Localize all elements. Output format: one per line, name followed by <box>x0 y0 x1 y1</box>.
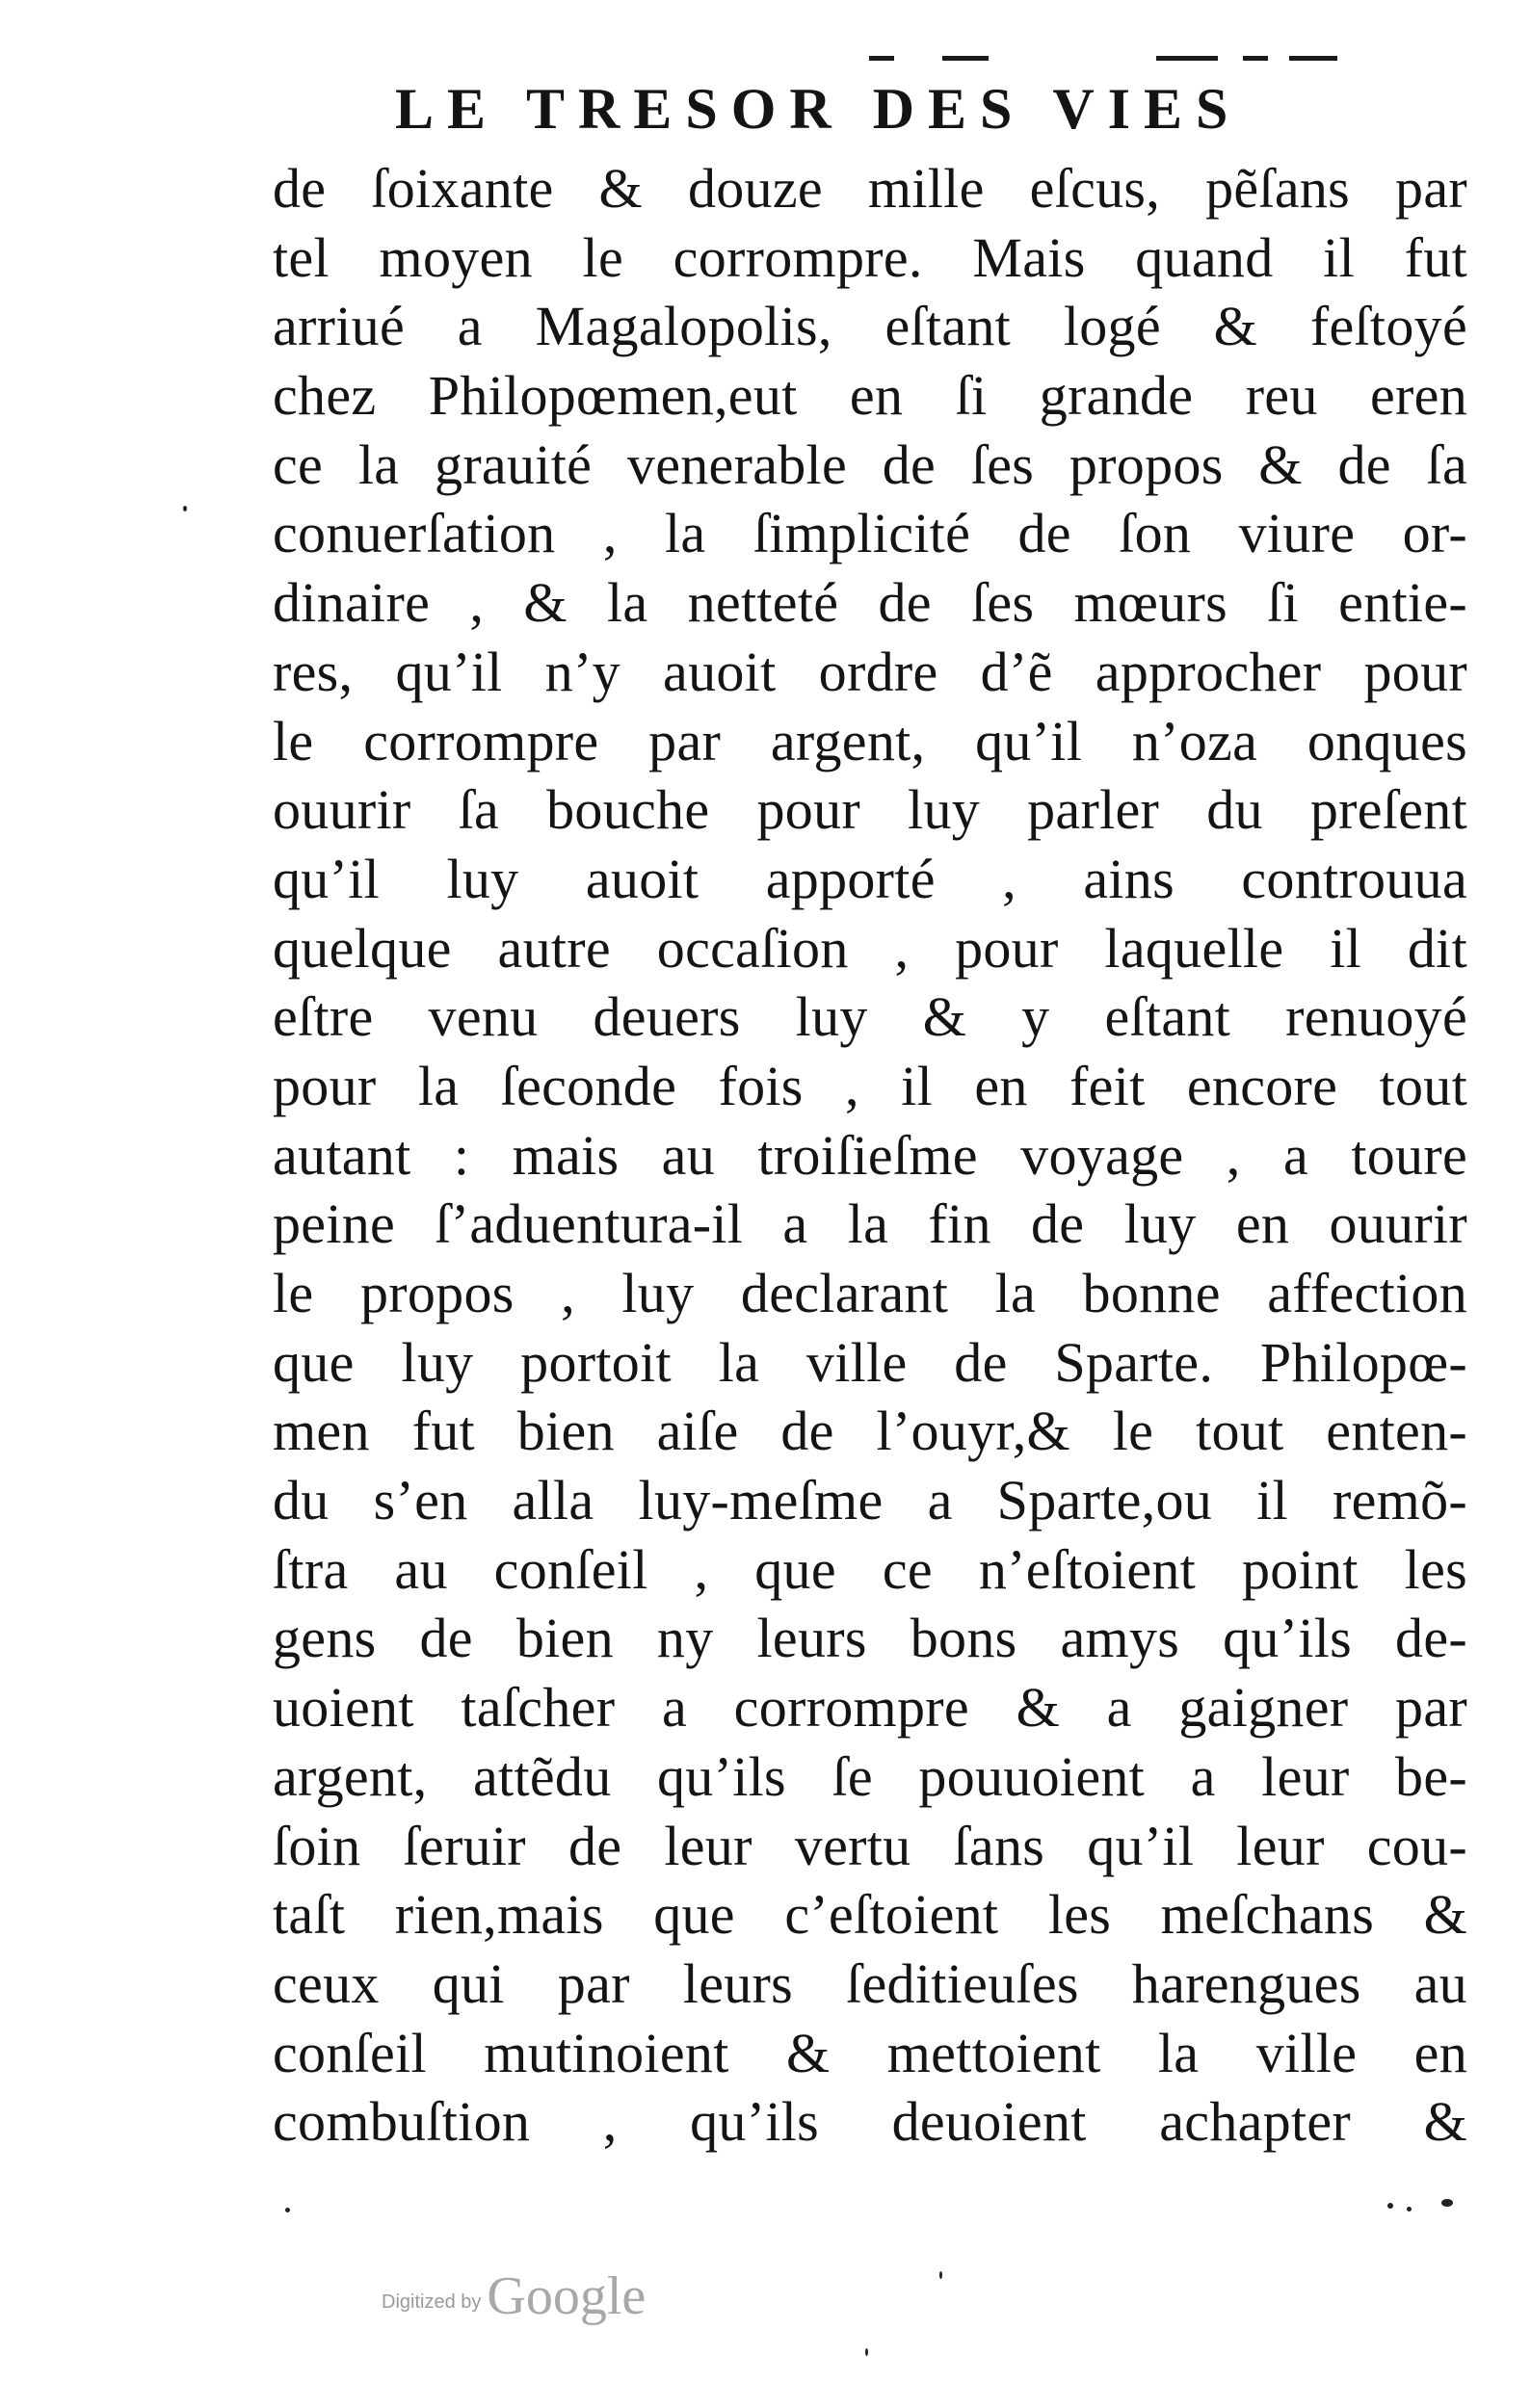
head-rule-mark <box>1289 56 1337 61</box>
digitized-watermark <box>382 2265 646 2327</box>
text-line: tel moyen le corrompre. Mais quand il fut <box>273 225 1467 289</box>
text-line: le propos , luy declarant la bonne affection <box>273 1262 1467 1324</box>
text-line: ſoin ſeruir de leur vertu ſans qu’il leur cou- <box>273 1814 1467 1877</box>
scan-speck <box>865 2348 868 2356</box>
text-line: ouurir ſa bouche pour luy parler du preſent <box>273 778 1467 842</box>
head-rule-mark <box>869 56 894 61</box>
scan-speck <box>939 2271 942 2279</box>
scan-speck <box>1407 2207 1412 2212</box>
text-line: pour la ſeconde fois , il en feit encore tout <box>273 1054 1467 1117</box>
text-line: dinaire , & la netteté de ſes mœurs ſi entie- <box>273 571 1467 635</box>
running-head: LE TRESOR DES VIES <box>395 77 1242 141</box>
text-line: argent, attẽdu qu’ils ſe pouuoient a leur be- <box>273 1744 1467 1808</box>
text-line: autant : mais au troiſieſme voyage , a toure <box>273 1123 1467 1187</box>
head-rule-mark <box>942 56 989 61</box>
text-line: quelque autre occaſion , pour laquelle il dit <box>273 916 1467 980</box>
text-line: uoient taſcher a corrompre & a gaigner par <box>273 1676 1467 1740</box>
google-logo: Google <box>487 2266 647 2326</box>
text-line: men fut bien aiſe de l’ouyr,& le tout enten- <box>273 1400 1467 1463</box>
text-line: ſtra au conſeil , que ce n’eſtoient point les <box>273 1537 1467 1601</box>
scan-speck <box>1441 2199 1453 2207</box>
head-rule-mark <box>1156 56 1218 61</box>
text-line: que luy portoit la ville de Sparte. Philopœ- <box>273 1330 1467 1394</box>
text-line: arriué a Magalopolis, eſtant logé & feſtoyé <box>273 295 1467 358</box>
text-line: ceux qui par leurs ſeditieuſes harengues au <box>273 1951 1467 2015</box>
text-line: peine ſ’aduentura-il a la fin de luy en ouurir <box>273 1192 1467 1256</box>
scan-speck <box>285 2208 290 2212</box>
watermark-prefix: Digitized by <box>382 2291 482 2313</box>
text-line: conſeil mutinoient & mettoient la ville en <box>273 2021 1467 2084</box>
text-line: chez Philopœmen,eut en ſi grande reu eren <box>273 364 1467 428</box>
text-line: ce la grauité venerable de ſes propos & de ſa <box>273 432 1467 496</box>
text-line: res, qu’il n’y auoit ordre d’ẽ approcher pour <box>273 640 1467 703</box>
scan-speck <box>183 506 187 511</box>
text-line: eſtre venu deuers luy & y eſtant renuoyé <box>273 985 1467 1049</box>
text-line: de ſoixante & douze mille eſcus, pẽſans par <box>273 157 1467 220</box>
text-line: conuerſation , la ſimplicité de ſon viure or- <box>273 502 1467 565</box>
text-line: taſt rien,mais que c’eſtoient les meſchans & <box>273 1883 1467 1947</box>
body-text <box>273 154 1467 2157</box>
text-line: le corrompre par argent, qu’il n’oza onques <box>273 709 1467 772</box>
text-line: gens de bien ny leurs bons amys qu’ils de- <box>273 1607 1467 1670</box>
text-line: du s’en alla luy-meſme a Sparte,ou il remõ- <box>273 1469 1467 1532</box>
head-rule-mark <box>1243 56 1268 61</box>
scan-speck <box>1387 2203 1393 2209</box>
text-line: combuſtion , qu’ils deuoient achapter & <box>273 2090 1467 2154</box>
text-line: qu’il luy auoit apporté , ains controuua <box>273 847 1467 910</box>
